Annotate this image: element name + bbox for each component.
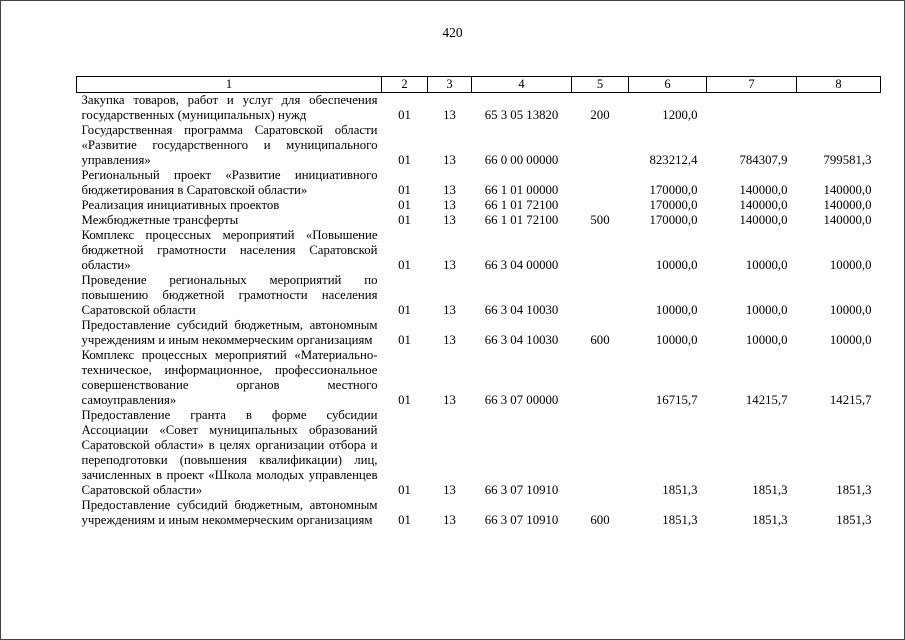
cell-amount-year1: 10000,0 (655, 303, 698, 317)
cell-target-article: 66 1 01 72100 (484, 213, 559, 227)
cell-amount-year2: 14215,7 (745, 393, 788, 407)
cell-expense-name: Предоставление субсидий бюджетным, автономным учреждениям и иным некоммерческим организациям (81, 318, 378, 347)
cell-amount-year3: 140000,0 (823, 183, 872, 197)
cell-amount-year3 (797, 93, 881, 124)
cell-amount-year1: 10000,0 (655, 258, 698, 272)
cell-expense-name: Межбюджетные трансферты (81, 213, 239, 227)
table-row (77, 408, 881, 498)
cell-amount-year3: 14215,7 (829, 393, 872, 407)
cell-target-article: 66 1 01 72100 (484, 198, 559, 212)
cell-amount-year1: 170000,0 (649, 183, 698, 197)
cell-section-code: 01 (398, 213, 411, 227)
cell-expense-name: Предоставление субсидий бюджетным, автономным учреждениям и иным некоммерческим организациям (81, 498, 378, 527)
cell-subsection-code: 13 (443, 258, 456, 272)
cell-section-code: 01 (398, 183, 411, 197)
cell-section-code: 01 (398, 153, 411, 167)
cell-amount-year3: 140000,0 (823, 198, 872, 212)
cell-expense-type (572, 168, 629, 198)
column-header-3: 3 (428, 77, 472, 93)
cell-expense-type: 500 (590, 213, 610, 227)
page-number: 420 (442, 25, 463, 40)
cell-section-code: 01 (398, 303, 411, 317)
table-body (77, 93, 881, 529)
cell-expense-type: 600 (590, 333, 610, 347)
cell-amount-year2: 140000,0 (739, 198, 788, 212)
column-header-2: 2 (382, 77, 428, 93)
table-row (77, 348, 881, 408)
cell-expense-name: Реализация инициативных проектов (81, 198, 280, 212)
cell-expense-type (572, 228, 629, 273)
cell-section-code: 01 (398, 258, 411, 272)
cell-amount-year3: 1851,3 (836, 483, 872, 497)
cell-expense-name: Проведение региональных мероприятий по повышению бюджетной грамотности населения Саратовской области (81, 273, 378, 317)
cell-target-article: 66 3 07 10910 (484, 483, 559, 497)
column-header-4: 4 (472, 77, 572, 93)
cell-expense-name: Государственная программа Саратовской области «Развитие государственного и муниципального управления» (81, 123, 378, 167)
column-header-8: 8 (797, 77, 881, 93)
cell-section-code: 01 (398, 483, 411, 497)
cell-amount-year3: 10000,0 (829, 333, 872, 347)
cell-target-article: 66 3 07 10910 (484, 513, 559, 527)
cell-amount-year1: 1200,0 (662, 108, 698, 122)
cell-section-code: 01 (398, 198, 411, 212)
cell-amount-year2: 10000,0 (745, 258, 788, 272)
cell-amount-year3: 140000,0 (823, 213, 872, 227)
cell-target-article: 66 0 00 00000 (484, 153, 559, 167)
cell-expense-type (572, 273, 629, 318)
cell-expense-type: 200 (590, 108, 610, 122)
cell-expense-name: Закупка товаров, работ и услуг для обеспечения государственных (муниципальных) нужд (81, 93, 378, 122)
cell-target-article: 66 3 07 00000 (484, 393, 559, 407)
table-row (77, 228, 881, 273)
cell-section-code: 01 (398, 513, 411, 527)
cell-amount-year3: 10000,0 (829, 303, 872, 317)
cell-expense-name: Комплекс процессных мероприятий «Повышение бюджетной грамотности населения Саратовской области» (81, 228, 378, 272)
cell-expense-type (572, 198, 629, 213)
cell-subsection-code: 13 (443, 183, 456, 197)
cell-amount-year1: 170000,0 (649, 198, 698, 212)
cell-amount-year1: 1851,3 (662, 513, 698, 527)
cell-subsection-code: 13 (443, 198, 456, 212)
cell-subsection-code: 13 (443, 513, 456, 527)
cell-amount-year1: 823212,4 (649, 153, 698, 167)
cell-amount-year2: 1851,3 (752, 513, 788, 527)
cell-amount-year1: 1851,3 (662, 483, 698, 497)
cell-amount-year2: 1851,3 (752, 483, 788, 497)
column-header-7: 7 (707, 77, 797, 93)
table-row (77, 168, 881, 198)
cell-amount-year2 (707, 93, 797, 124)
cell-subsection-code: 13 (443, 108, 456, 122)
table-header-row (77, 77, 881, 93)
table-row (77, 213, 881, 228)
cell-target-article: 65 3 05 13820 (484, 108, 559, 122)
cell-expense-name: Предоставление гранта в форме субсидии Ассоциации «Совет муниципальных образований Саратовской области» в целях организации отбора и переподготовки (повышения квалификации) лиц, зачисленных в проект «Школа молодых управленцев Саратовской области» (81, 408, 378, 497)
cell-amount-year2: 10000,0 (745, 303, 788, 317)
cell-amount-year2: 140000,0 (739, 183, 788, 197)
cell-target-article: 66 3 04 10030 (484, 303, 559, 317)
table-row (77, 123, 881, 168)
column-header-1: 1 (77, 77, 382, 93)
cell-amount-year2: 784307,9 (739, 153, 788, 167)
cell-subsection-code: 13 (443, 333, 456, 347)
cell-expense-type (572, 408, 629, 498)
cell-expense-name: Региональный проект «Развитие инициативного бюджетирования в Саратовской области» (81, 168, 378, 197)
cell-amount-year1: 170000,0 (649, 213, 698, 227)
cell-subsection-code: 13 (443, 393, 456, 407)
cell-expense-type: 600 (590, 513, 610, 527)
table-row (77, 198, 881, 213)
column-header-6: 6 (629, 77, 707, 93)
cell-subsection-code: 13 (443, 213, 456, 227)
cell-expense-type (572, 123, 629, 168)
cell-expense-type (572, 348, 629, 408)
budget-table (76, 76, 881, 528)
cell-amount-year2: 140000,0 (739, 213, 788, 227)
cell-amount-year3: 799581,3 (823, 153, 872, 167)
cell-subsection-code: 13 (443, 483, 456, 497)
cell-target-article: 66 3 04 10030 (484, 333, 559, 347)
cell-amount-year3: 1851,3 (836, 513, 872, 527)
cell-amount-year1: 16715,7 (655, 393, 698, 407)
cell-expense-name: Комплекс процессных мероприятий «Материально-техническое, информационное, профессиональное совершенствование органов местного самоуправления» (81, 348, 378, 407)
cell-target-article: 66 3 04 00000 (484, 258, 559, 272)
cell-section-code: 01 (398, 108, 411, 122)
table-row (77, 273, 881, 318)
cell-section-code: 01 (398, 393, 411, 407)
cell-target-article: 66 1 01 00000 (484, 183, 559, 197)
column-header-5: 5 (572, 77, 629, 93)
cell-subsection-code: 13 (443, 303, 456, 317)
cell-amount-year2: 10000,0 (745, 333, 788, 347)
cell-amount-year3: 10000,0 (829, 258, 872, 272)
table-row (77, 93, 881, 124)
table-row (77, 318, 881, 348)
cell-section-code: 01 (398, 333, 411, 347)
cell-amount-year1: 10000,0 (655, 333, 698, 347)
cell-subsection-code: 13 (443, 153, 456, 167)
table-row (77, 498, 881, 528)
